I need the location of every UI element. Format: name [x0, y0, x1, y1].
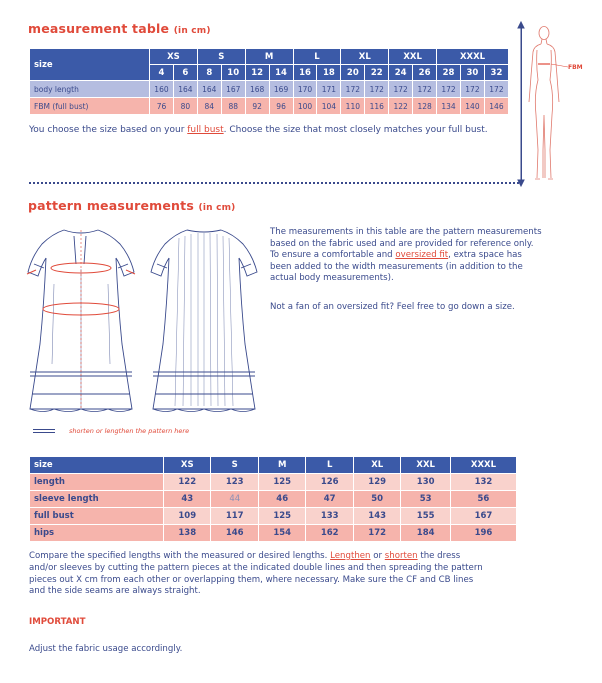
size-number: 10	[221, 65, 245, 81]
table-cell: 146	[211, 525, 258, 542]
size-group-header: XXXL	[437, 49, 509, 65]
pattern-measurements-title: pattern measurements (in cm)	[28, 198, 236, 213]
table-cell: 100	[293, 98, 317, 115]
table-cell: 53	[401, 491, 450, 508]
table-cell: 125	[258, 474, 305, 491]
table-row	[30, 474, 517, 491]
table-row	[30, 525, 517, 542]
table-cell: 172	[460, 81, 484, 98]
lengthen-link[interactable]: Lengthen	[330, 551, 371, 561]
table-cell: 172	[353, 525, 400, 542]
table-cell: 167	[450, 508, 516, 525]
table-cell: 171	[317, 81, 341, 98]
row-label: FBM (full bust)	[30, 98, 150, 115]
row-label: body length	[30, 81, 150, 98]
size-column-header: XS	[164, 457, 211, 474]
row-label: length	[30, 474, 164, 491]
table-row	[30, 491, 517, 508]
size-number: 32	[484, 65, 508, 81]
size-number: 20	[341, 65, 365, 81]
table-row	[30, 508, 517, 525]
table-cell: 104	[317, 98, 341, 115]
important-heading: IMPORTANT	[29, 617, 86, 627]
size-column-header: S	[211, 457, 258, 474]
size-column-header: L	[306, 457, 353, 474]
size-column-header: XL	[353, 457, 400, 474]
pattern-table	[29, 456, 517, 542]
table-cell: 44	[211, 491, 258, 508]
table-cell: 80	[173, 98, 197, 115]
table-cell: 129	[353, 474, 400, 491]
dress-front-illustration	[24, 224, 139, 416]
table-cell: 92	[245, 98, 269, 115]
table-cell: 167	[221, 81, 245, 98]
divider	[29, 182, 519, 184]
table-cell: 56	[450, 491, 516, 508]
table-cell: 140	[460, 98, 484, 115]
table-row	[30, 81, 509, 98]
pattern-info-text: The measurements in this table are the pattern measurements based on the fabric used and are provided for reference only. To ensure a comfortable and oversized fit, extra space has been added to the width measurements (in addition to the actual body measurements).	[270, 227, 542, 284]
table-cell: 132	[450, 474, 516, 491]
shorten-link[interactable]: shorten	[384, 551, 418, 561]
table-cell: 133	[306, 508, 353, 525]
table-cell: 46	[258, 491, 305, 508]
table-cell: 130	[401, 474, 450, 491]
table-cell: 43	[164, 491, 211, 508]
table-cell: 172	[365, 81, 389, 98]
measurement-table	[29, 48, 509, 115]
table-cell: 50	[353, 491, 400, 508]
size-number: 14	[269, 65, 293, 81]
measurement-table-title: measurement table (in cm)	[28, 21, 211, 36]
size-number: 4	[150, 65, 174, 81]
table-cell: 164	[197, 81, 221, 98]
size-number: 6	[173, 65, 197, 81]
table-cell: 184	[401, 525, 450, 542]
table-cell: 122	[164, 474, 211, 491]
table-cell: 172	[341, 81, 365, 98]
size-header: size	[30, 49, 150, 81]
size-column-header: XXL	[401, 457, 450, 474]
table-cell: 170	[293, 81, 317, 98]
table-cell: 128	[413, 98, 437, 115]
important-text: Adjust the fabric usage accordingly.	[29, 644, 183, 654]
size-number: 30	[460, 65, 484, 81]
legend: shorten or lengthen the pattern here	[33, 427, 189, 435]
size-number: 8	[197, 65, 221, 81]
table-cell: 126	[306, 474, 353, 491]
size-group-header: XL	[341, 49, 389, 65]
table-cell: 134	[437, 98, 461, 115]
table-cell: 168	[245, 81, 269, 98]
size-group-header: XS	[150, 49, 198, 65]
table-cell: 110	[341, 98, 365, 115]
size-group-header: XXL	[389, 49, 437, 65]
table-cell: 172	[484, 81, 508, 98]
table-cell: 122	[389, 98, 413, 115]
table-cell: 47	[306, 491, 353, 508]
table-cell: 146	[484, 98, 508, 115]
size-number: 28	[437, 65, 461, 81]
size-group-header: L	[293, 49, 341, 65]
size-note: You choose the size based on your full bust. Choose the size that most closely matches your full bust.	[29, 125, 488, 135]
dress-back-illustration	[145, 224, 263, 416]
row-label: full bust	[30, 508, 164, 525]
size-down-text: Not a fan of an oversized fit? Feel free to go down a size.	[270, 302, 515, 312]
size-group-header: M	[245, 49, 293, 65]
table-cell: 172	[413, 81, 437, 98]
table-row	[30, 98, 509, 115]
table-cell: 123	[211, 474, 258, 491]
table-cell: 160	[150, 81, 174, 98]
size-number: 12	[245, 65, 269, 81]
table-cell: 169	[269, 81, 293, 98]
size-group-header: S	[197, 49, 245, 65]
size-number: 26	[413, 65, 437, 81]
table-cell: 125	[258, 508, 305, 525]
table-cell: 116	[365, 98, 389, 115]
table-cell: 84	[197, 98, 221, 115]
table-cell: 88	[221, 98, 245, 115]
table-cell: 138	[164, 525, 211, 542]
oversized-fit-link[interactable]: oversized fit	[395, 250, 449, 261]
table-cell: 164	[173, 81, 197, 98]
table-cell: 154	[258, 525, 305, 542]
row-label: hips	[30, 525, 164, 542]
full-bust-link[interactable]: full bust	[187, 125, 224, 135]
double-line-icon	[33, 429, 55, 433]
table-cell: 172	[389, 81, 413, 98]
size-column-header: M	[258, 457, 305, 474]
size-column-header: XXXL	[450, 457, 516, 474]
size-number: 24	[389, 65, 413, 81]
fbm-label: FBM	[568, 64, 583, 71]
table-cell: 155	[401, 508, 450, 525]
table-cell: 143	[353, 508, 400, 525]
table-cell: 76	[150, 98, 174, 115]
table-cell: 196	[450, 525, 516, 542]
table-cell: 117	[211, 508, 258, 525]
table-cell: 162	[306, 525, 353, 542]
size-header: size	[30, 457, 164, 474]
table-cell: 172	[437, 81, 461, 98]
body-figure	[512, 20, 574, 188]
size-number: 16	[293, 65, 317, 81]
size-number: 18	[317, 65, 341, 81]
adjust-instructions: Compare the specified lengths with the measured or desired lengths. Lengthen or shorten the dress and/or sleeves by cutting the pattern pieces at the indicated double lines and then spreading the pattern pieces out X cm from each other or overlapping them, where necessary. Make sure the CF and CB lines and the side seams are always straight.	[29, 551, 483, 597]
table-cell: 96	[269, 98, 293, 115]
table-cell: 109	[164, 508, 211, 525]
size-number: 22	[365, 65, 389, 81]
row-label: sleeve length	[30, 491, 164, 508]
